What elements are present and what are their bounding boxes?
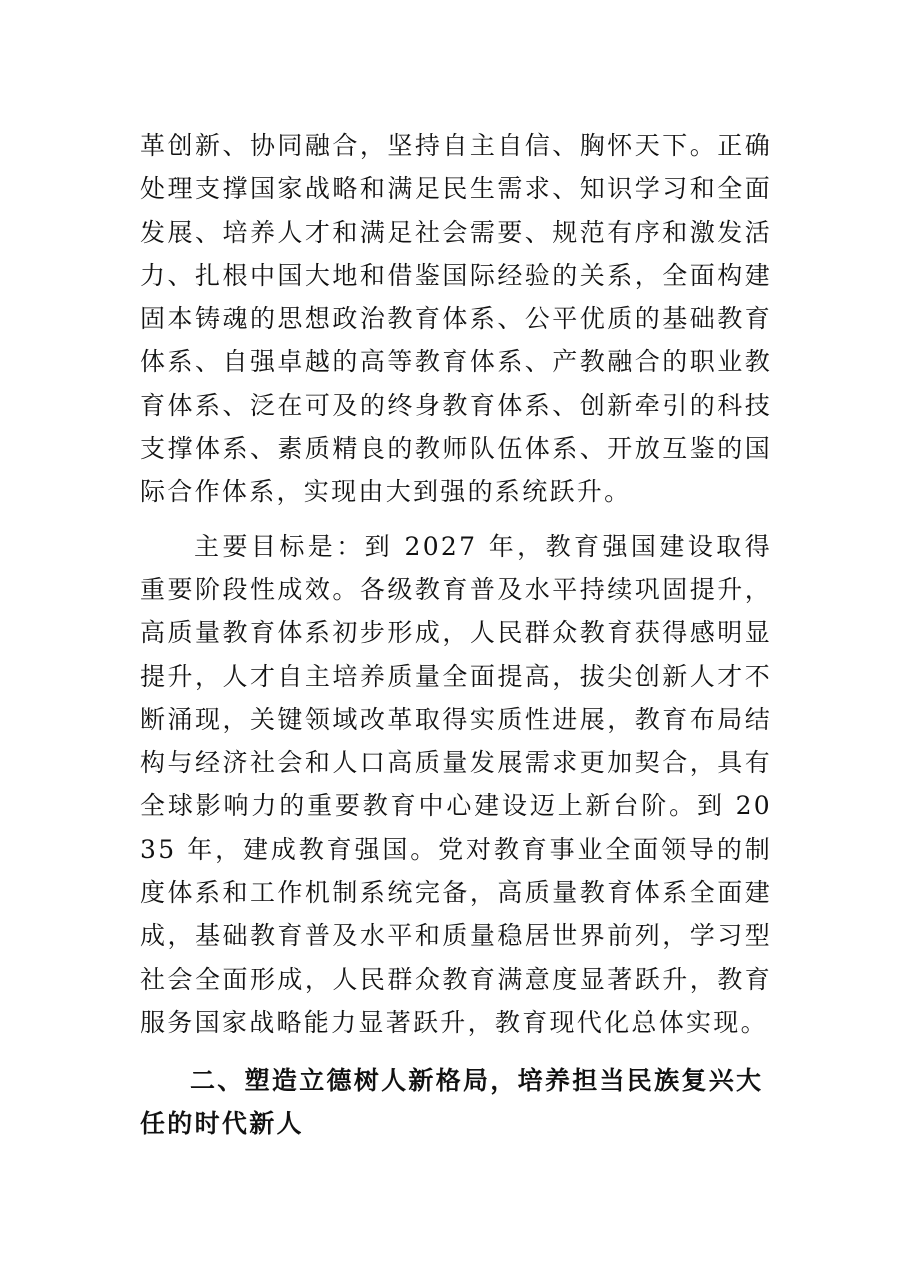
document-body [140,124,772,1145]
paragraph-main-goals: 主要目标是：到 2027 年，教育强国建设取得重要阶段性成效。各级教育普及水平持续巩固提升，高质量教育体系初步形成，人民群众教育获得感明显提升，人才自主培养质量全面提高，拔尖创新人才不断涌现，关键领域改革取得实质性进展，教育布局结构与经济社会和人口高质量发展需求更加契合，具有全球影响力的重要教育中心建设迈上新台阶。到 2035 年，建成教育强国。党对教育事业全面领导的制度体系和工作机制系统完备，高质量教育体系全面建成，基础教育普及水平和质量稳居世界前列，学习型社会全面形成，人民群众教育满意度显著跃升，教育服务国家战略能力显著跃升，教育现代化总体实现。 [140,531,772,1037]
section-heading: 二、塑造立德树人新格局，培养担当民族复兴大任的时代新人 [140,1066,764,1139]
paragraph-continuation: 革创新、协同融合，坚持自主自信、胸怀天下。正确处理支撑国家战略和满足民生需求、知识学习和全面发展、培养人才和满足社会需要、规范有序和激发活力、扎根中国大地和借鉴国际经验的关系，全面构建固本铸魂的思想政治教育体系、公平优质的基础教育体系、自强卓越的高等教育体系、产教融合的职业教育体系、泛在可及的终身教育体系、创新牵引的科技支撑体系、素质精良的教师队伍体系、开放互鉴的国际合作体系，实现由大到强的系统跃升。 [140,131,772,507]
